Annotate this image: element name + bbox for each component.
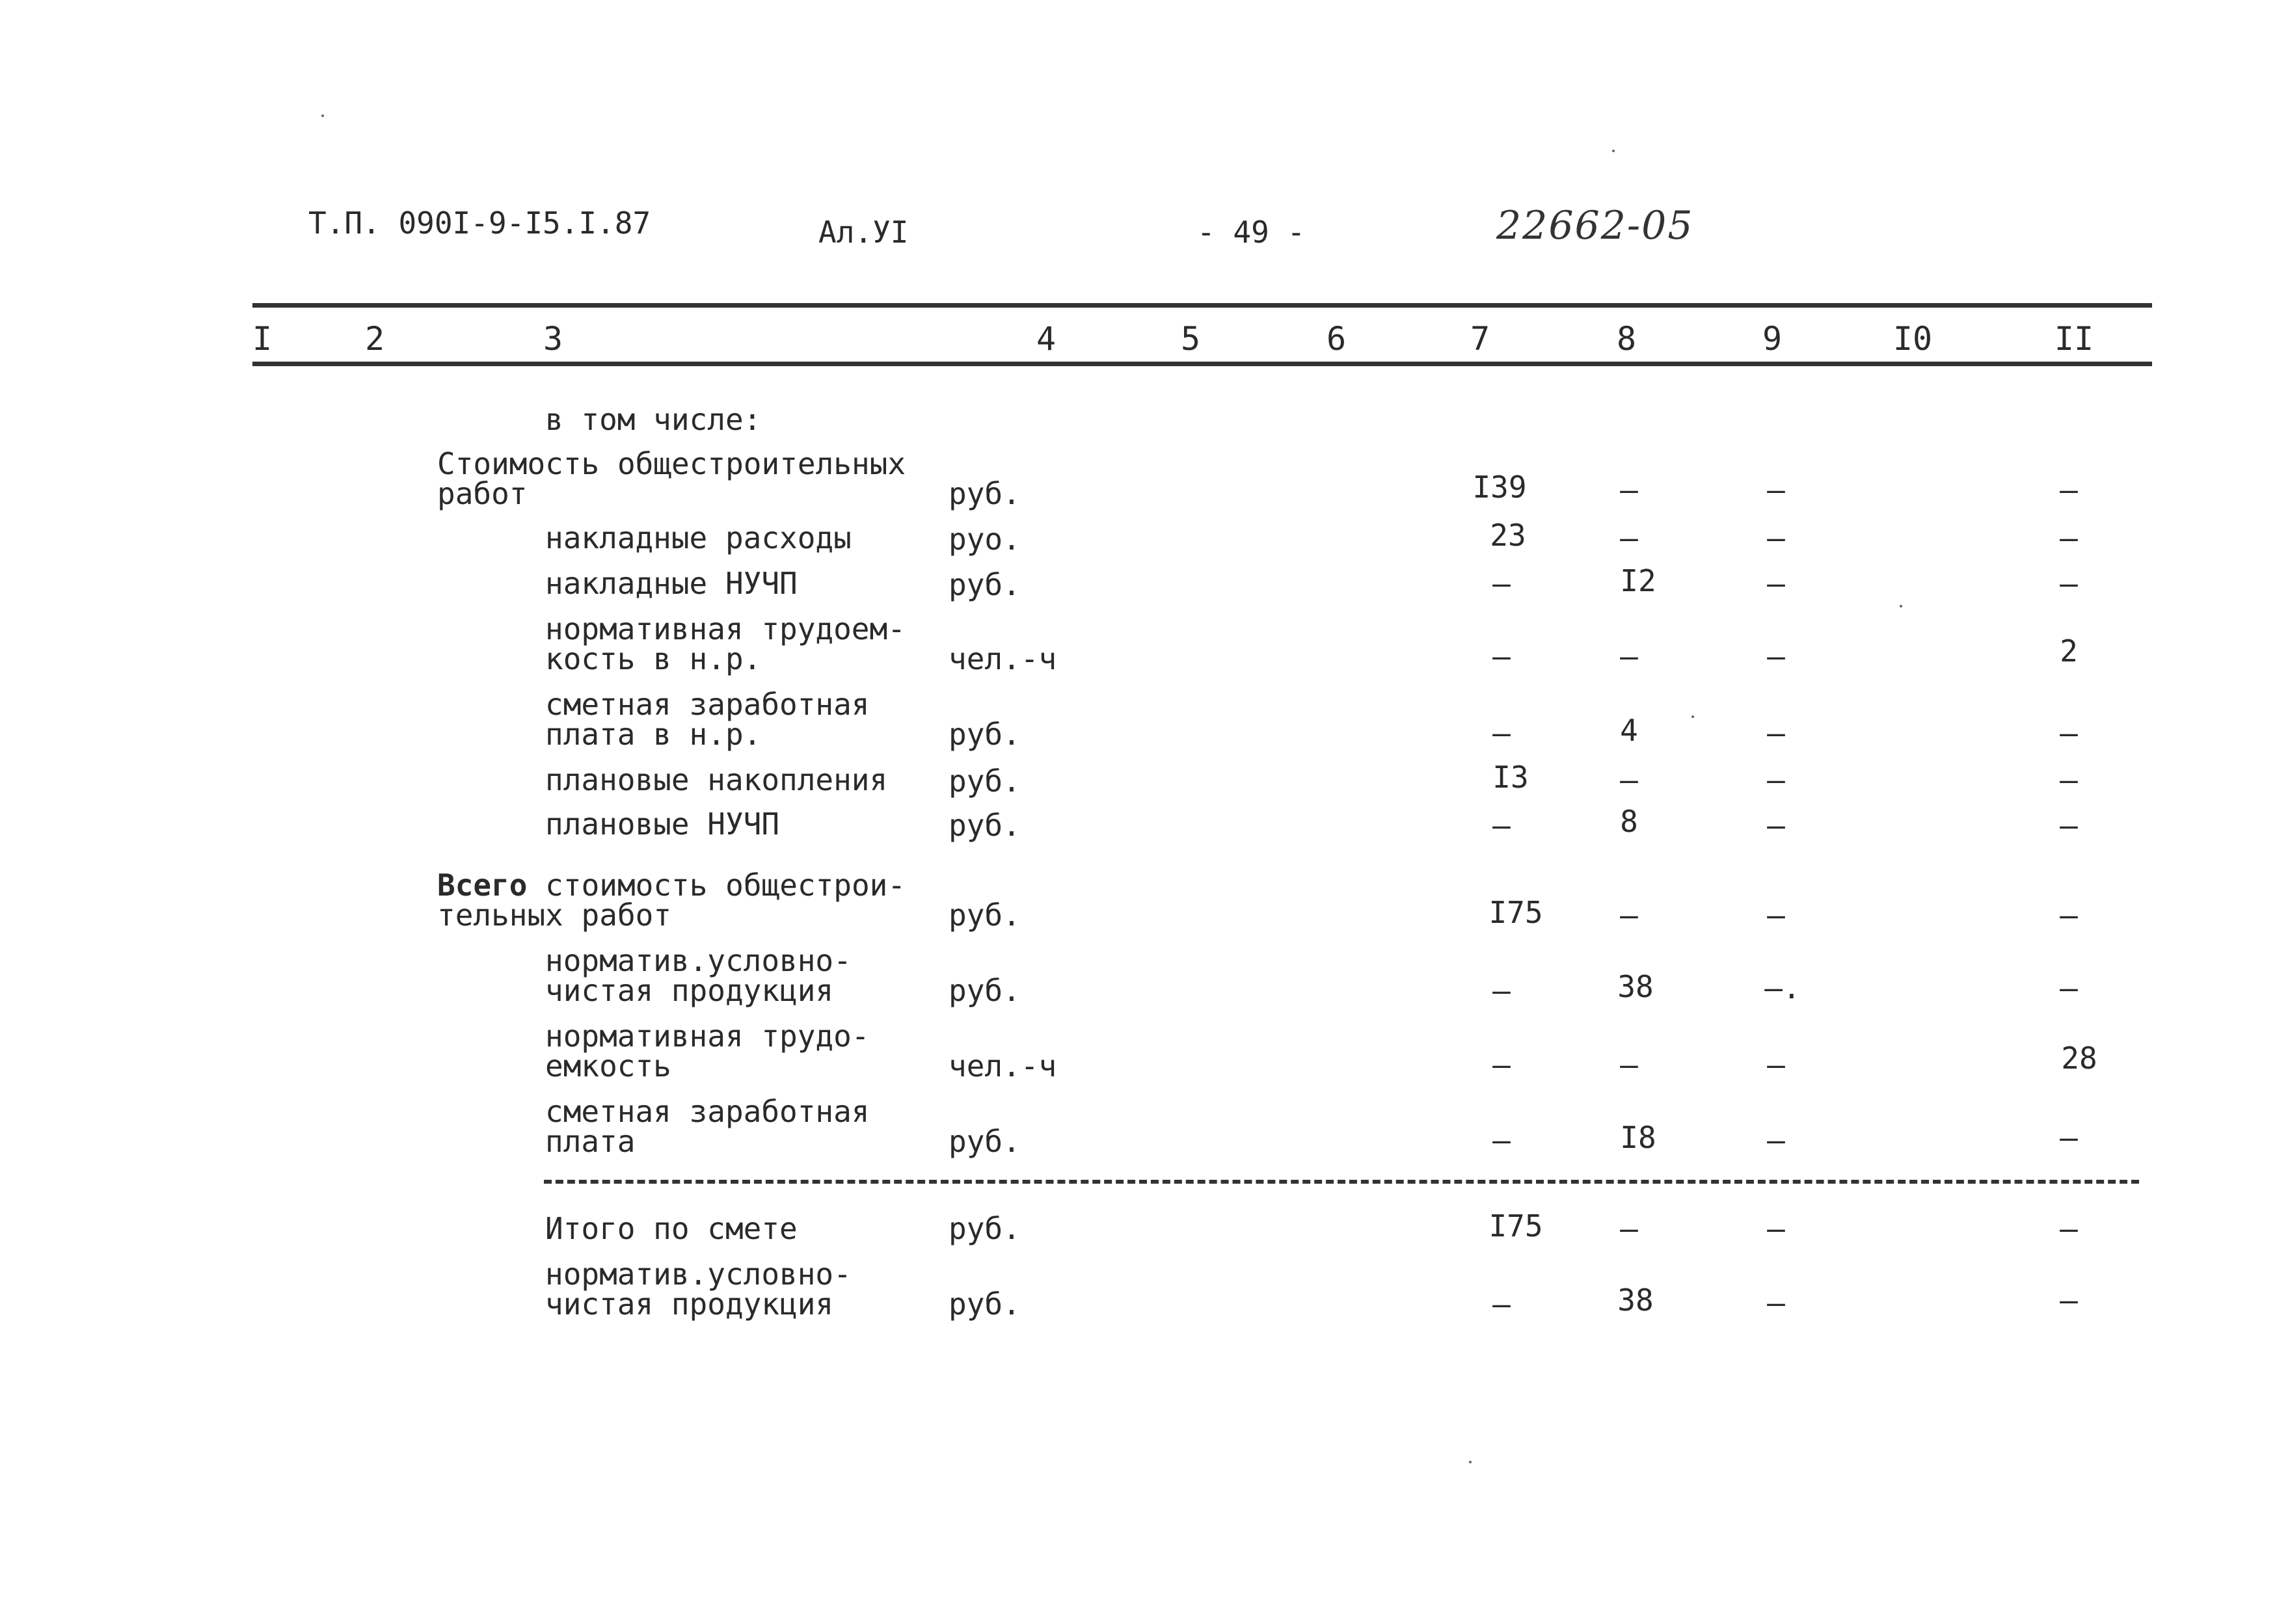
dashed-separator <box>544 1180 2139 1184</box>
row-label: норматив.условно- чистая продукция <box>545 943 852 1008</box>
row-col11: – <box>2060 472 2078 507</box>
row-col8: 4 <box>1620 713 1638 748</box>
stamp-number: 22662-05 <box>1496 203 1694 248</box>
row-col8: – <box>1620 1211 1638 1246</box>
row-label: сметная заработная плата в н.р. <box>545 687 870 752</box>
row-col8: – <box>1620 898 1638 933</box>
col-header-3: 3 <box>543 320 563 358</box>
row-col7: – <box>1492 639 1511 674</box>
row-col8: 8 <box>1620 804 1638 839</box>
row-col7: I75 <box>1488 1208 1543 1244</box>
row-col9: – <box>1767 715 1785 751</box>
scan-speck <box>1612 150 1615 152</box>
row-unit: руб. <box>949 717 1021 752</box>
col-header-2: 2 <box>364 320 385 358</box>
row-col8: 38 <box>1617 969 1654 1004</box>
scan-speck <box>1469 1461 1472 1463</box>
row-col7: – <box>1492 715 1511 751</box>
row-unit: руб. <box>949 567 1021 602</box>
row-col8: 38 <box>1617 1283 1654 1318</box>
row-col8: – <box>1620 520 1638 555</box>
row-col9: – <box>1767 762 1785 797</box>
row-col9: – <box>1767 898 1785 933</box>
row-label: норматив.условно- чистая продукция <box>545 1257 852 1322</box>
row-col9: – <box>1767 1047 1785 1082</box>
row-col11: – <box>2060 808 2078 843</box>
row-col7: – <box>1492 808 1511 843</box>
row-col9: – <box>1767 566 1785 601</box>
row-col9: – <box>1767 472 1785 507</box>
col-header-9: 9 <box>1762 320 1783 358</box>
row-col7: – <box>1492 1047 1511 1082</box>
row-unit: руб. <box>949 1211 1021 1246</box>
row-col11: – <box>2060 1283 2078 1318</box>
row-col8: – <box>1620 762 1638 797</box>
col-header-5: 5 <box>1180 320 1201 358</box>
row-unit: руб. <box>949 764 1021 799</box>
row-label: сметная заработная плата <box>545 1094 870 1159</box>
row-col7: – <box>1492 1123 1511 1158</box>
scan-speck <box>1691 715 1694 718</box>
row-col11: – <box>2060 898 2078 933</box>
col-header-4: 4 <box>1036 320 1057 358</box>
row-col9: – <box>1767 808 1785 843</box>
row-col11: 2 <box>2060 633 2078 669</box>
header-bottom-rule <box>252 362 2152 366</box>
row-col8: I8 <box>1620 1120 1656 1155</box>
top-rule <box>252 303 2152 308</box>
row-col8: I2 <box>1620 563 1656 598</box>
row-unit: руб. <box>949 808 1021 843</box>
col-header-10: I0 <box>1893 320 1933 358</box>
page-number: - 49 - <box>1197 215 1306 250</box>
row-col9: – <box>1767 639 1785 674</box>
row-col7: – <box>1492 973 1511 1008</box>
row-unit: руо. <box>949 522 1021 557</box>
row-col7: I3 <box>1492 760 1529 795</box>
row-label: нормативная трудо- емкость <box>545 1018 870 1084</box>
album-label: Ал.УI <box>818 215 909 250</box>
row-label: плановые накопления <box>545 762 888 797</box>
row-col11: – <box>2060 762 2078 797</box>
row-col9: –. <box>1764 970 1801 1005</box>
row-unit: чел.-ч <box>949 641 1057 676</box>
scan-speck <box>1900 605 1902 607</box>
col-header-8: 8 <box>1616 320 1637 358</box>
col-header-7: 7 <box>1470 320 1490 358</box>
row-label: Стоимость общестроительных работ <box>437 446 906 511</box>
row-col7: – <box>1492 1286 1511 1322</box>
section-caption: в том числе: <box>545 402 762 437</box>
row-unit: руб. <box>949 1286 1021 1322</box>
row-label: нормативная трудоем- кость в н.р. <box>545 611 906 676</box>
row-col8: – <box>1620 639 1638 674</box>
row-unit: руб. <box>949 1124 1021 1159</box>
row-col11: – <box>2060 715 2078 751</box>
row-label: плановые НУЧП <box>545 806 780 842</box>
row-col8: – <box>1620 1047 1638 1082</box>
row-col11: 28 <box>2061 1041 2097 1076</box>
row-col7: – <box>1492 566 1511 601</box>
row-col11: – <box>2060 1120 2078 1155</box>
row-label: Итого по смете <box>545 1211 798 1246</box>
row-col9: – <box>1767 520 1785 555</box>
row-col11: – <box>2060 520 2078 555</box>
row-col9: – <box>1767 1123 1785 1158</box>
col-header-11: II <box>2054 320 2094 358</box>
row-col7: I75 <box>1488 895 1543 930</box>
row-unit: чел.-ч <box>949 1048 1057 1084</box>
row-unit: руб. <box>949 973 1021 1008</box>
col-header-1: I <box>252 320 273 358</box>
row-col9: – <box>1767 1285 1785 1320</box>
row-label: Всего стоимость общестрои- тельных работ <box>437 868 906 933</box>
row-col11: – <box>2060 1211 2078 1246</box>
row-col8: – <box>1620 472 1638 507</box>
row-col7: I39 <box>1472 470 1527 505</box>
col-header-6: 6 <box>1326 320 1347 358</box>
row-col7: 23 <box>1490 518 1526 553</box>
row-col11: – <box>2060 566 2078 601</box>
row-unit: руб. <box>949 476 1021 511</box>
row-col9: – <box>1767 1211 1785 1246</box>
row-col11: – <box>2060 970 2078 1005</box>
document-code: Т.П. 090I-9-I5.I.87 <box>308 206 651 241</box>
row-label: накладные расходы <box>545 520 852 555</box>
scan-speck <box>321 114 324 117</box>
row-unit: руб. <box>949 898 1021 933</box>
row-label: накладные НУЧП <box>545 566 798 601</box>
